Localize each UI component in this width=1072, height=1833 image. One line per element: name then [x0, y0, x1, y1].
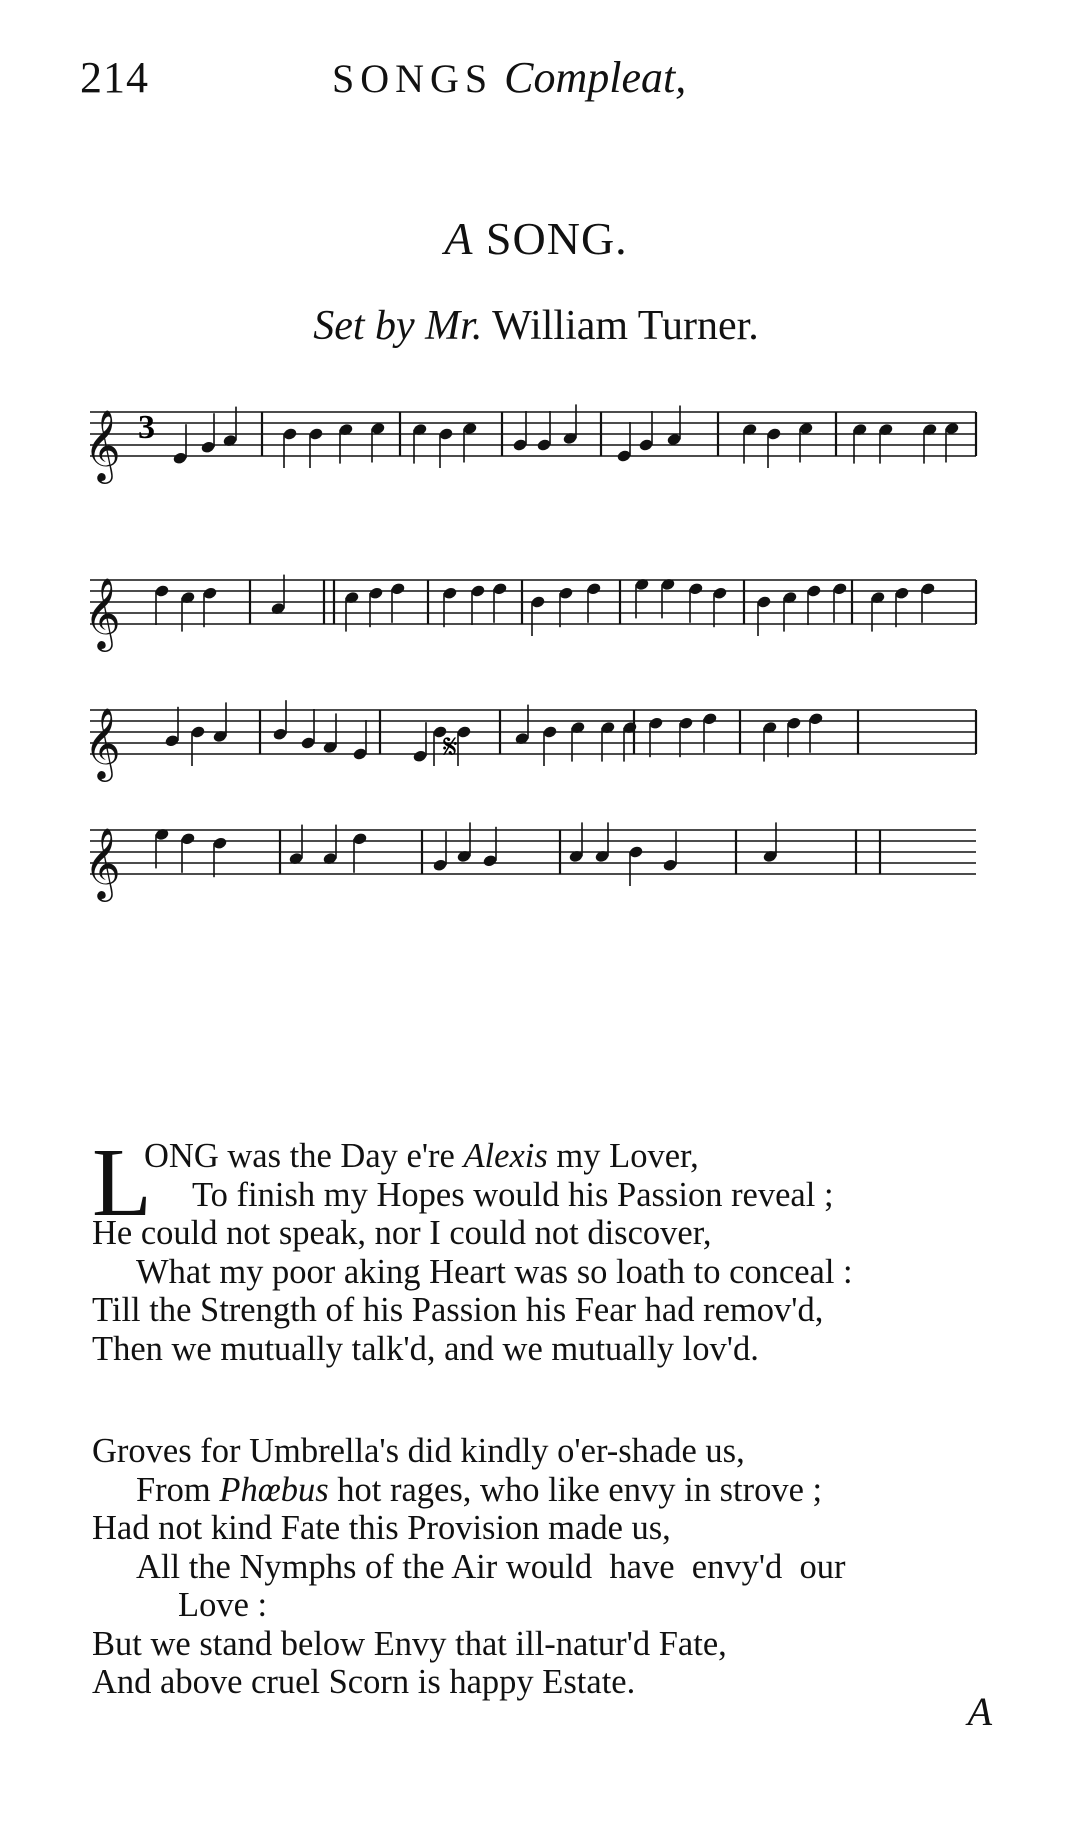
staff-lines: [90, 412, 976, 874]
verse-text: ONG was the Day e're: [144, 1137, 455, 1175]
running-head: [332, 52, 686, 103]
segno-sign: 𝄋: [443, 727, 458, 767]
notes: [154, 404, 960, 886]
verse-text: hot rages, who like envy in strove ;: [337, 1470, 823, 1509]
verse-line: Love :: [178, 1586, 268, 1624]
running-head-italic: Compleat,: [504, 53, 687, 102]
treble-clef-icon: 𝄞: [84, 706, 121, 779]
verse-line: And above cruel Scorn is happy Estate.: [92, 1663, 636, 1701]
treble-clef-icon: 𝄞: [84, 408, 121, 481]
composer-prefix: Set by Mr.: [313, 303, 483, 349]
drop-capital: L: [92, 1129, 152, 1237]
treble-clef-icon: 𝄞: [84, 576, 121, 649]
verse-line: But we stand below Envy that ill-natur'd Fate,: [92, 1624, 727, 1663]
composer-name: William Turner.: [492, 303, 759, 349]
verse-line: [92, 1137, 1012, 1176]
verse-line: What my poor aking Heart was so loath to conceal :: [136, 1252, 853, 1291]
verse-name: Phœbus: [219, 1470, 329, 1509]
catchword: A: [967, 1689, 992, 1734]
verse-line: Groves for Umbrella's did kindly o'er-shade us,: [92, 1432, 745, 1470]
verse-text: From: [136, 1470, 211, 1509]
treble-clef-icon: 𝄞: [84, 826, 121, 899]
time-signature: 3: [138, 409, 155, 446]
song-title-article: A: [444, 213, 474, 264]
running-head-caps: SONGS: [332, 56, 494, 101]
page-number: 214: [80, 53, 149, 102]
song-title-word: SONG.: [485, 213, 628, 264]
song-title: [0, 212, 1072, 265]
page-header: [80, 52, 1000, 112]
bar-lines: [250, 412, 976, 874]
verse-name: Alexis: [463, 1137, 548, 1175]
verse-line: To finish my Hopes would his Passion reveal ;: [192, 1175, 834, 1214]
verse-line: He could not speak, nor I could not discover,: [92, 1214, 712, 1252]
verse-line: [92, 1471, 1012, 1510]
verse-line: Then we mutually talk'd, and we mutually lov'd.: [92, 1329, 759, 1368]
verse-line: Had not kind Fate this Provision made us,: [92, 1509, 671, 1547]
stanza-2: [92, 1432, 1012, 1702]
verse-text: my Lover,: [556, 1137, 699, 1175]
verse-line: All the Nymphs of the Air would have envy'd our: [136, 1547, 846, 1586]
music-score: [84, 390, 1000, 1110]
composer-credit: [0, 302, 1072, 350]
stanza-1: [92, 1129, 1012, 1368]
verse-line: Till the Strength of his Passion his Fear had remov'd,: [92, 1291, 824, 1329]
treble-clefs: [84, 408, 121, 902]
